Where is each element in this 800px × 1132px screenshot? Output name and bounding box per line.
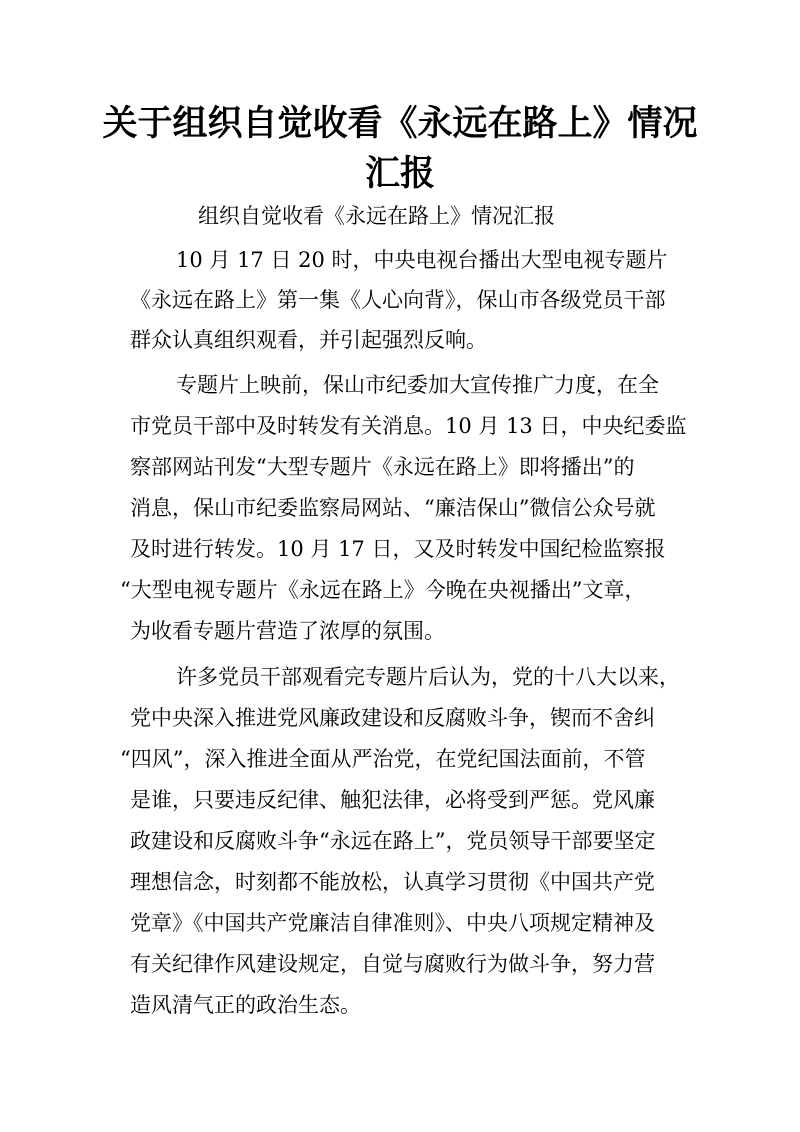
paragraph-line: “四风”，深入推进全面从严治党，在党纪国法面前，不管 xyxy=(120,747,646,771)
document-subtitle: 组织自觉收看《永远在路上》情况汇报 xyxy=(198,204,555,228)
paragraph-line: 消息，保山市纪委监察局网站、“廉洁保山”微信公众号就 xyxy=(130,496,656,520)
paragraph-line: 《永远在路上》第一集《人心向背》，保山市各级党员干部 xyxy=(130,288,666,312)
paragraph-line: 市党员干部中及时转发有关消息。10 月 13 日，中央纪委监 xyxy=(130,414,687,438)
paragraph-line: 察部网站刊发“大型专题片《永远在路上》即将播出”的 xyxy=(130,455,635,479)
paragraph-line: 是谁，只要违反纪律、触犯法律，必将受到严惩。党风廉 xyxy=(130,788,655,812)
paragraph-line: 群众认真组织观看，并引起强烈反响。 xyxy=(130,328,487,352)
title-line-2: 汇报 xyxy=(364,153,435,194)
paragraph-line: 为收看专题片营造了浓厚的氛围。 xyxy=(130,619,445,643)
paragraph-line: 理想信念，时刻都不能放松，认真学习贯彻《中国共产党 xyxy=(130,870,655,894)
document-title xyxy=(100,99,700,199)
paragraph-line: 党中央深入推进党风廉政建设和反腐败斗争，锲而不舍纠 xyxy=(130,706,655,730)
paragraph-line: 及时进行转发。10 月 17 日，又及时转发中国纪检监察报 xyxy=(130,537,666,561)
paragraph-line: 党章》《中国共产党廉洁自律准则》、中央八项规定精神及 xyxy=(130,911,655,935)
paragraph-line: 许多党员干部观看完专题片后认为，党的十八大以来， xyxy=(176,665,680,689)
paragraph-line: 专题片上映前，保山市纪委加大宣传推广力度，在全 xyxy=(176,373,659,397)
title-line-1: 关于组织自觉收看《永远在路上》情况 xyxy=(102,103,698,144)
paragraph-line: 有关纪律作风建设规定，自觉与腐败行为做斗争，努力营 xyxy=(130,952,655,976)
paragraph-line: 10 月 17 日 20 时，中央电视台播出大型电视专题片 xyxy=(176,248,668,272)
paragraph-line: 造风清气正的政治生态。 xyxy=(130,993,361,1017)
paragraph-line: 政建设和反腐败斗争“永远在路上”，党员领导干部要坚定 xyxy=(130,829,656,853)
paragraph-line: “大型电视专题片《永远在路上》今晚在央视播出”文章， xyxy=(120,578,646,602)
